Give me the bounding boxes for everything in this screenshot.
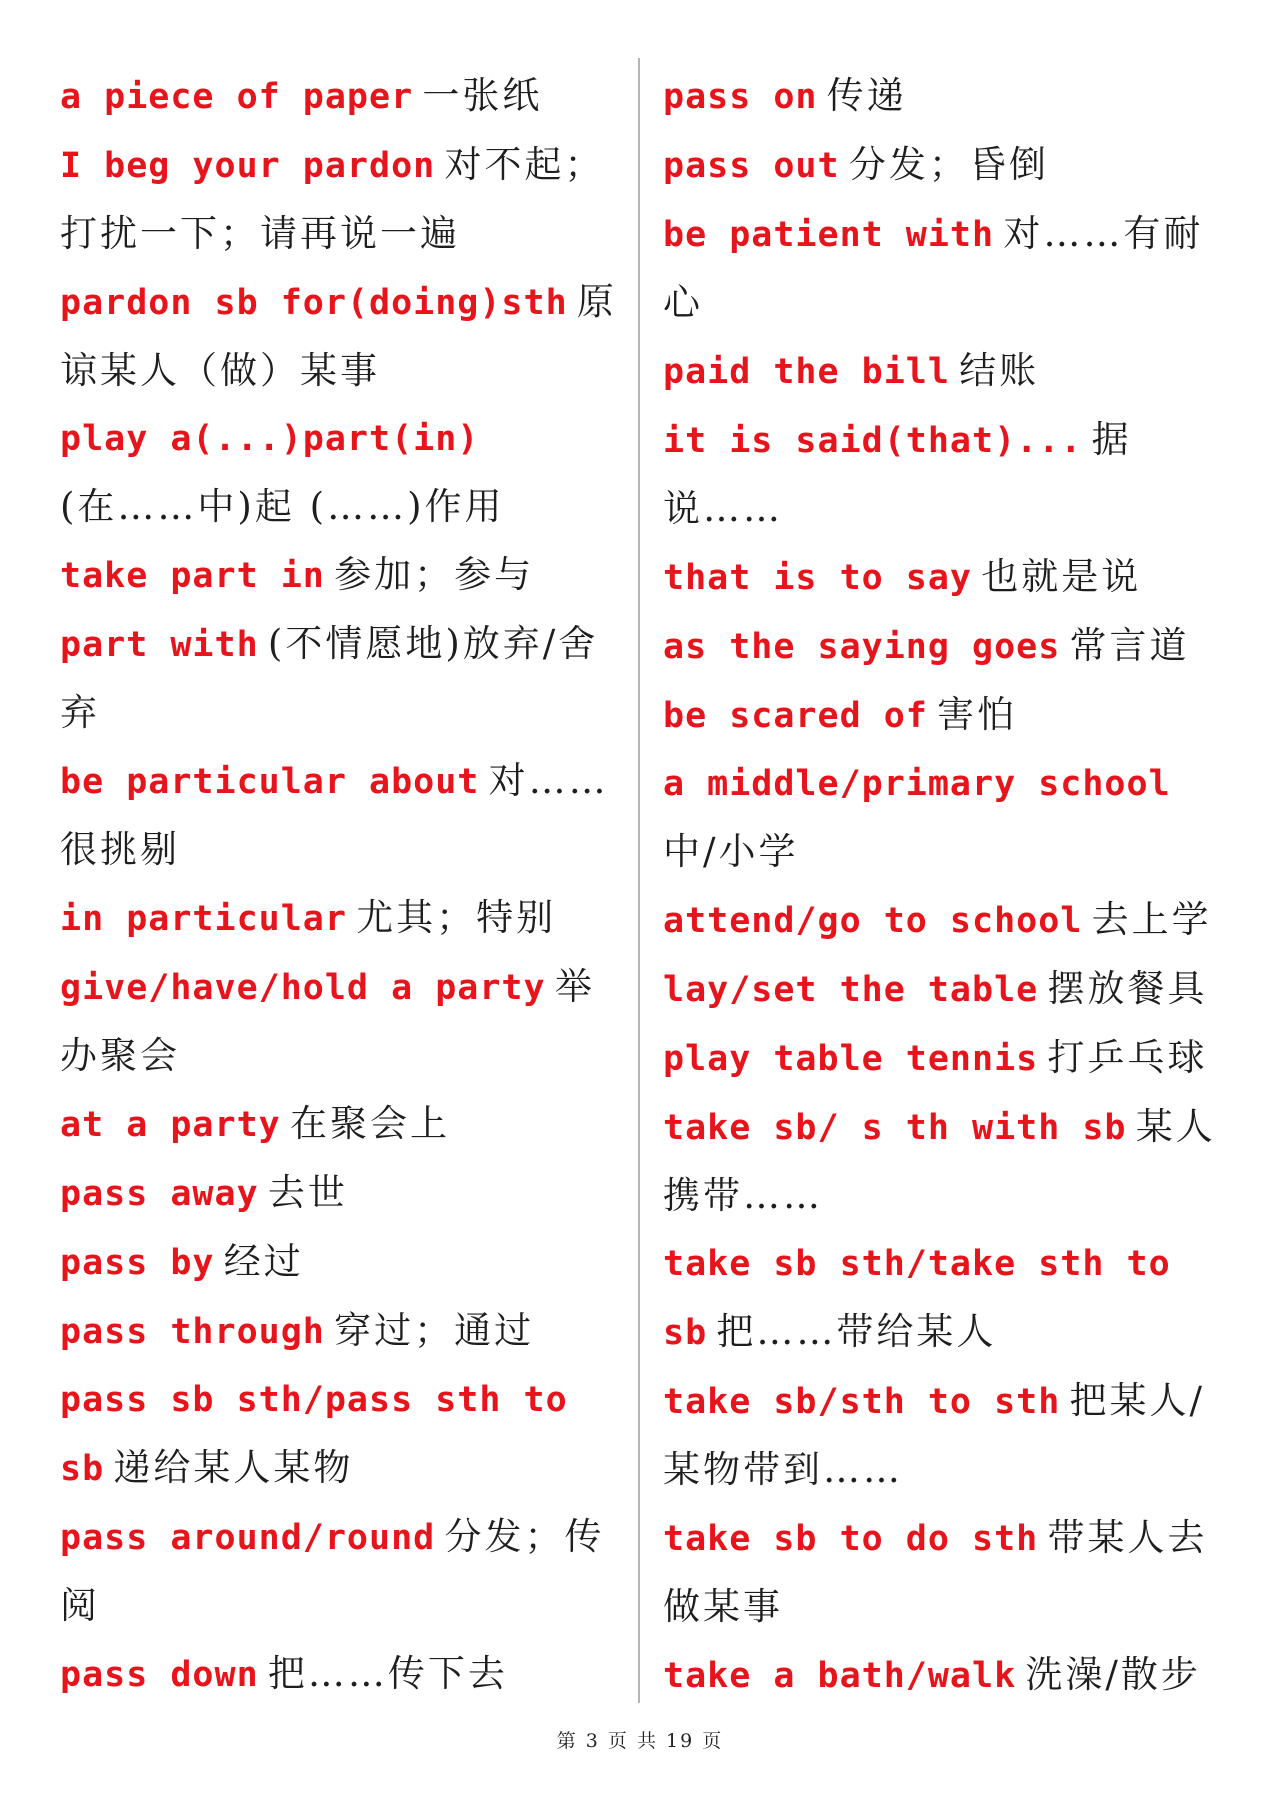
chinese-translation: 把……带给某人 [716,1310,997,1353]
chinese-translation: 参加；参与 [334,553,535,596]
chinese-translation: 递给某人某物 [113,1446,354,1489]
english-phrase: pass down [60,1655,259,1695]
chinese-translation: 也就是说 [981,555,1142,598]
phrase-entry [663,131,1228,200]
phrase-entry [60,62,620,131]
english-phrase: lay/set the table [663,970,1039,1010]
chinese-translation: 经过 [223,1240,304,1283]
phrase-entry [663,1504,1228,1641]
english-phrase: at a party [60,1105,281,1145]
left-column [60,62,620,1709]
phrase-entry [663,750,1228,886]
english-phrase: it is said(that)... [663,421,1083,461]
chinese-translation: 把……传下去 [267,1652,508,1695]
chinese-translation: 常言道 [1069,624,1190,667]
phrase-entry [663,1024,1228,1093]
chinese-translation: 打乒乓球 [1047,1036,1208,1079]
phrase-entry [663,200,1228,337]
phrase-entry [663,1230,1228,1367]
english-phrase: pass sb sth/pass sth to sb [60,1380,568,1489]
chinese-translation: 尤其；特别 [356,896,557,939]
chinese-translation: 摆放餐具 [1047,967,1208,1010]
phrase-entry [663,1093,1228,1230]
english-phrase: take sb/ s th with sb [663,1108,1127,1148]
chinese-translation: 据说…… [663,418,1132,530]
phrase-entry [663,337,1228,406]
phrase-entry [663,955,1228,1024]
column-divider [638,58,640,1703]
phrase-entry [60,268,620,405]
phrase-entry [60,747,620,884]
phrase-entry [60,953,620,1090]
chinese-translation: 原谅某人（做）某事 [60,280,617,392]
page-footer: 第 3 页 共 19 页 [556,1730,724,1752]
phrase-entry [663,62,1228,131]
english-phrase: play a(...)part(in) [60,419,480,459]
phrase-entry [60,1090,620,1159]
chinese-translation: 传递 [826,74,907,117]
chinese-translation: 把某人/某物带到…… [663,1379,1206,1491]
chinese-translation: 洗澡/散步 [1025,1653,1201,1696]
phrase-entry [60,1297,620,1366]
english-phrase: play table tennis [663,1039,1039,1079]
chinese-translation: 举办聚会 [60,965,595,1077]
english-phrase: a piece of paper [60,77,414,117]
chinese-translation: 某人携带…… [663,1105,1216,1217]
phrase-entry [663,681,1228,750]
english-phrase: that is to say [663,558,973,598]
chinese-translation: (不情愿地)放弃/舍弃 [60,622,599,734]
phrase-entry [60,131,620,268]
english-phrase: in particular [60,899,347,939]
english-phrase: take sb sth/take sth to sb [663,1244,1171,1353]
chinese-translation: 结账 [959,349,1040,392]
phrase-entry [60,405,620,541]
chinese-translation: 一张纸 [422,74,543,117]
chinese-translation: 穿过；通过 [334,1309,535,1352]
english-phrase: a middle/primary school [663,764,1171,804]
english-phrase: pass away [60,1174,259,1214]
english-phrase: paid the bill [663,352,950,392]
english-phrase: as the saying goes [663,627,1061,667]
phrase-entry [663,1641,1228,1710]
english-phrase: be scared of [663,696,928,736]
english-phrase: pass out [663,146,840,186]
english-phrase: take part in [60,556,325,596]
chinese-translation: 对……很挑剔 [60,759,609,871]
english-phrase: attend/go to school [663,901,1083,941]
chinese-translation: 带某人去做某事 [663,1516,1208,1628]
phrase-entry [663,886,1228,955]
phrase-entry [60,541,620,610]
chinese-translation: 去世 [267,1171,348,1214]
english-phrase: pass around/round [60,1518,436,1558]
english-phrase: pass through [60,1312,325,1352]
english-phrase: take sb to do sth [663,1519,1039,1559]
english-phrase: be particular about [60,762,480,802]
chinese-translation: 分发；传阅 [60,1515,605,1627]
english-phrase: give/have/hold a party [60,968,546,1008]
chinese-translation: 分发；昏倒 [848,143,1049,186]
phrase-entry [60,610,620,747]
phrase-entry [60,1159,620,1228]
phrase-entry [60,1503,620,1640]
chinese-translation: 中/小学 [663,830,799,873]
phrase-entry [60,1366,620,1503]
chinese-translation: (在……中)起 (……)作用 [60,485,505,528]
chinese-translation: 对……有耐心 [663,212,1204,324]
english-phrase: I beg your pardon [60,146,436,186]
chinese-translation: 在聚会上 [289,1102,450,1145]
chinese-translation: 害怕 [937,693,1018,736]
phrase-entry [663,612,1228,681]
english-phrase: take sb/sth to sth [663,1382,1061,1422]
english-phrase: pardon sb for(doing)sth [60,283,568,323]
right-column [663,62,1228,1710]
english-phrase: part with [60,625,259,665]
phrase-entry [663,406,1228,543]
phrase-entry [60,1228,620,1297]
chinese-translation: 对不起；打扰一下；请再说一遍 [60,143,605,255]
phrase-entry [60,1640,620,1709]
english-phrase: take a bath/walk [663,1656,1017,1696]
english-phrase: pass on [663,77,818,117]
phrase-entry [60,884,620,953]
chinese-translation: 去上学 [1091,898,1212,941]
english-phrase: pass by [60,1243,215,1283]
english-phrase: be patient with [663,215,995,255]
phrase-entry [663,1367,1228,1504]
phrase-entry [663,543,1228,612]
